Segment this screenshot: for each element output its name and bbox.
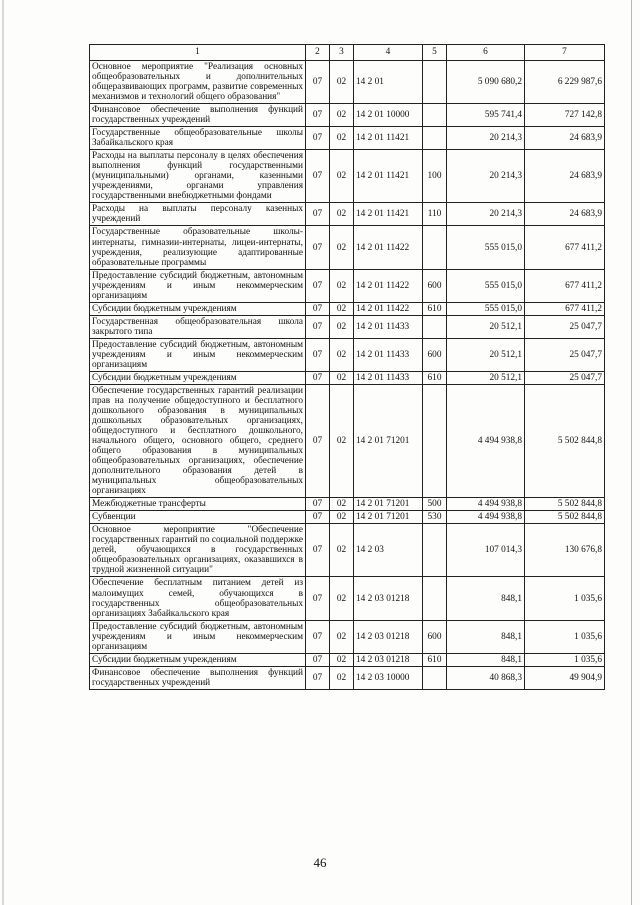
- cell-amount-year2: 5 502 844,8: [525, 384, 605, 497]
- cell-expense-type: [423, 384, 447, 497]
- table-row: [90, 269, 605, 302]
- cell-name: Обеспечение бесплатным питанием детей из малоимущих семей, обучающихся в государственных общеобразовательных организациях Забайкальского края: [90, 577, 306, 620]
- cell-subsection: 02: [330, 653, 354, 666]
- cell-expense-type: 610: [423, 653, 447, 666]
- cell-section: 07: [306, 577, 330, 620]
- cell-expense-type: [423, 524, 447, 577]
- cell-section: 07: [306, 524, 330, 577]
- cell-target-article: 14 2 03 01218: [354, 620, 423, 653]
- cell-subsection: 02: [330, 150, 354, 203]
- cell-amount-year2: 727 142,8: [525, 104, 605, 127]
- cell-amount-year1: 20 512,1: [447, 315, 525, 338]
- cell-amount-year2: 25 047,7: [525, 371, 605, 384]
- cell-subsection: 02: [330, 511, 354, 524]
- cell-target-article: 14 2 01: [354, 61, 423, 104]
- cell-target-article: 14 2 01 71201: [354, 384, 423, 497]
- cell-name: Государственные общеобразовательные школы Забайкальского края: [90, 127, 306, 150]
- cell-section: 07: [306, 203, 330, 226]
- cell-amount-year1: 848,1: [447, 620, 525, 653]
- cell-name: Расходы на выплаты персоналу казенных учреждений: [90, 203, 306, 226]
- cell-name: Обеспечение государственных гарантий реализации прав на получение общедоступного и бесплатного дошкольного образования в муниципальных дошкольных образовательных организациях, общедоступного и бесплатного дошкольного, начального общего, основного общего, среднего общего образования в муниципальных общеобразовательных организациях, обеспечение дополнительного образования детей в муниципальных общеобразовательных организациях: [90, 384, 306, 497]
- cell-name: Субсидии бюджетным учреждениям: [90, 653, 306, 666]
- cell-subsection: 02: [330, 203, 354, 226]
- cell-subsection: 02: [330, 338, 354, 371]
- cell-amount-year1: 555 015,0: [447, 302, 525, 315]
- cell-amount-year1: 4 494 938,8: [447, 384, 525, 497]
- table-body: [90, 61, 605, 690]
- cell-amount-year1: 4 494 938,8: [447, 498, 525, 511]
- cell-name: Субвенции: [90, 511, 306, 524]
- cell-target-article: 14 2 01 11421: [354, 127, 423, 150]
- cell-target-article: 14 2 01 11433: [354, 338, 423, 371]
- cell-amount-year1: 4 494 938,8: [447, 511, 525, 524]
- cell-name: Основное мероприятие "Обеспечение государственных гарантий по социальной поддержке детей, обучающихся в государственных общеобразовательных организациях, оказавшихся в трудной жизненной ситуации": [90, 524, 306, 577]
- cell-target-article: 14 2 01 11422: [354, 269, 423, 302]
- cell-amount-year2: 130 676,8: [525, 524, 605, 577]
- cell-amount-year1: 555 015,0: [447, 226, 525, 269]
- cell-subsection: 02: [330, 384, 354, 497]
- cell-subsection: 02: [330, 61, 354, 104]
- cell-subsection: 02: [330, 315, 354, 338]
- table-row: [90, 511, 605, 524]
- cell-expense-type: [423, 104, 447, 127]
- cell-section: 07: [306, 620, 330, 653]
- table-row: [90, 384, 605, 497]
- table-row: [90, 61, 605, 104]
- cell-amount-year1: 40 868,3: [447, 666, 525, 689]
- cell-section: 07: [306, 371, 330, 384]
- cell-section: 07: [306, 302, 330, 315]
- cell-target-article: 14 2 01 11421: [354, 150, 423, 203]
- cell-target-article: 14 2 03 10000: [354, 666, 423, 689]
- cell-section: 07: [306, 653, 330, 666]
- cell-amount-year1: 848,1: [447, 653, 525, 666]
- table-row: [90, 498, 605, 511]
- cell-expense-type: [423, 226, 447, 269]
- cell-expense-type: 100: [423, 150, 447, 203]
- cell-target-article: 14 2 01 11421: [354, 203, 423, 226]
- cell-section: 07: [306, 127, 330, 150]
- cell-amount-year2: 24 683,9: [525, 127, 605, 150]
- cell-expense-type: [423, 666, 447, 689]
- table-row: [90, 150, 605, 203]
- cell-amount-year2: 25 047,7: [525, 338, 605, 371]
- cell-amount-year2: 1 035,6: [525, 577, 605, 620]
- scan-edge-right: [631, 0, 632, 905]
- budget-table: [89, 44, 605, 690]
- col-header-2: 2: [306, 45, 330, 61]
- cell-amount-year1: 848,1: [447, 577, 525, 620]
- cell-section: 07: [306, 338, 330, 371]
- cell-subsection: 02: [330, 620, 354, 653]
- table-row: [90, 315, 605, 338]
- cell-target-article: 14 2 01 11433: [354, 371, 423, 384]
- cell-section: 07: [306, 498, 330, 511]
- cell-name: Межбюджетные трансферты: [90, 498, 306, 511]
- cell-amount-year2: 49 904,9: [525, 666, 605, 689]
- cell-name: Предоставление субсидий бюджетным, автономным учреждениям и иным некоммерческим организациям: [90, 620, 306, 653]
- cell-subsection: 02: [330, 127, 354, 150]
- cell-amount-year1: 595 741,4: [447, 104, 525, 127]
- cell-name: Финансовое обеспечение выполнения функций государственных учреждений: [90, 104, 306, 127]
- table-row: [90, 203, 605, 226]
- cell-expense-type: 610: [423, 302, 447, 315]
- cell-amount-year1: 20 512,1: [447, 338, 525, 371]
- cell-target-article: 14 2 01 71201: [354, 498, 423, 511]
- cell-target-article: 14 2 01 11433: [354, 315, 423, 338]
- table-row: [90, 226, 605, 269]
- cell-name: Основное мероприятие "Реализация основных общеобразовательных и дополнительных общеразвивающих программ, развитие современных механизмов и технологий общего образования": [90, 61, 306, 104]
- cell-target-article: 14 2 01 11422: [354, 302, 423, 315]
- cell-expense-type: 610: [423, 371, 447, 384]
- cell-amount-year2: 25 047,7: [525, 315, 605, 338]
- col-header-4: 4: [354, 45, 423, 61]
- table-row: [90, 577, 605, 620]
- table-row: [90, 338, 605, 371]
- col-header-5: 5: [423, 45, 447, 61]
- cell-section: 07: [306, 61, 330, 104]
- cell-subsection: 02: [330, 524, 354, 577]
- col-header-6: 6: [447, 45, 525, 61]
- cell-subsection: 02: [330, 371, 354, 384]
- cell-name: Предоставление субсидий бюджетным, автономным учреждениям и иным некоммерческим организациям: [90, 269, 306, 302]
- cell-target-article: 14 2 01 71201: [354, 511, 423, 524]
- cell-section: 07: [306, 150, 330, 203]
- cell-expense-type: 530: [423, 511, 447, 524]
- cell-amount-year2: 677 411,2: [525, 269, 605, 302]
- cell-amount-year1: 107 014,3: [447, 524, 525, 577]
- cell-expense-type: [423, 577, 447, 620]
- cell-amount-year2: 24 683,9: [525, 150, 605, 203]
- cell-section: 07: [306, 315, 330, 338]
- cell-subsection: 02: [330, 666, 354, 689]
- scan-edge-left: [2, 0, 4, 905]
- cell-expense-type: 600: [423, 269, 447, 302]
- cell-amount-year2: 1 035,6: [525, 653, 605, 666]
- table-row: [90, 524, 605, 577]
- table-row: [90, 127, 605, 150]
- table-row: [90, 104, 605, 127]
- cell-amount-year2: 6 229 987,6: [525, 61, 605, 104]
- cell-amount-year2: 677 411,2: [525, 226, 605, 269]
- cell-name: Субсидии бюджетным учреждениям: [90, 371, 306, 384]
- table-row: [90, 666, 605, 689]
- table-row: [90, 302, 605, 315]
- cell-name: Предоставление субсидий бюджетным, автономным учреждениям и иным некоммерческим организациям: [90, 338, 306, 371]
- table-row: [90, 620, 605, 653]
- cell-expense-type: [423, 315, 447, 338]
- cell-target-article: 14 2 03 01218: [354, 653, 423, 666]
- cell-expense-type: [423, 127, 447, 150]
- cell-expense-type: 110: [423, 203, 447, 226]
- cell-amount-year1: 555 015,0: [447, 269, 525, 302]
- cell-subsection: 02: [330, 577, 354, 620]
- cell-expense-type: 500: [423, 498, 447, 511]
- table-row: [90, 371, 605, 384]
- cell-target-article: 14 2 01 11422: [354, 226, 423, 269]
- cell-subsection: 02: [330, 104, 354, 127]
- cell-section: 07: [306, 666, 330, 689]
- cell-amount-year1: 20 214,3: [447, 127, 525, 150]
- cell-section: 07: [306, 384, 330, 497]
- cell-amount-year1: 5 090 680,2: [447, 61, 525, 104]
- cell-subsection: 02: [330, 498, 354, 511]
- cell-target-article: 14 2 01 10000: [354, 104, 423, 127]
- cell-subsection: 02: [330, 269, 354, 302]
- cell-amount-year2: 677 411,2: [525, 302, 605, 315]
- col-header-7: 7: [525, 45, 605, 61]
- cell-name: Субсидии бюджетным учреждениям: [90, 302, 306, 315]
- cell-amount-year1: 20 214,3: [447, 203, 525, 226]
- cell-name: Государственная общеобразовательная школа закрытого типа: [90, 315, 306, 338]
- cell-amount-year1: 20 214,3: [447, 150, 525, 203]
- header-row: [90, 45, 605, 61]
- cell-amount-year2: 5 502 844,8: [525, 511, 605, 524]
- cell-amount-year2: 1 035,6: [525, 620, 605, 653]
- table-row: [90, 653, 605, 666]
- cell-target-article: 14 2 03: [354, 524, 423, 577]
- cell-target-article: 14 2 03 01218: [354, 577, 423, 620]
- col-header-3: 3: [330, 45, 354, 61]
- cell-expense-type: 600: [423, 338, 447, 371]
- page-number: 46: [313, 855, 327, 870]
- cell-name: Финансовое обеспечение выполнения функций государственных учреждений: [90, 666, 306, 689]
- cell-section: 07: [306, 511, 330, 524]
- cell-section: 07: [306, 104, 330, 127]
- cell-amount-year1: 20 512,1: [447, 371, 525, 384]
- cell-expense-type: [423, 61, 447, 104]
- cell-amount-year2: 24 683,9: [525, 203, 605, 226]
- cell-subsection: 02: [330, 226, 354, 269]
- cell-amount-year2: 5 502 844,8: [525, 498, 605, 511]
- cell-expense-type: 600: [423, 620, 447, 653]
- cell-subsection: 02: [330, 302, 354, 315]
- cell-name: Государственные образовательные школы-интернаты, гимназии-интернаты, лицеи-интернаты, учреждения, реализующие адаптированные образовательные программы: [90, 226, 306, 269]
- cell-section: 07: [306, 269, 330, 302]
- col-header-1: 1: [90, 45, 306, 61]
- cell-section: 07: [306, 226, 330, 269]
- cell-name: Расходы на выплаты персоналу в целях обеспечения выполнения функций государственными (муниципальными) органами, казенными учреждениями, органами управления государственными внебюджетными фондами: [90, 150, 306, 203]
